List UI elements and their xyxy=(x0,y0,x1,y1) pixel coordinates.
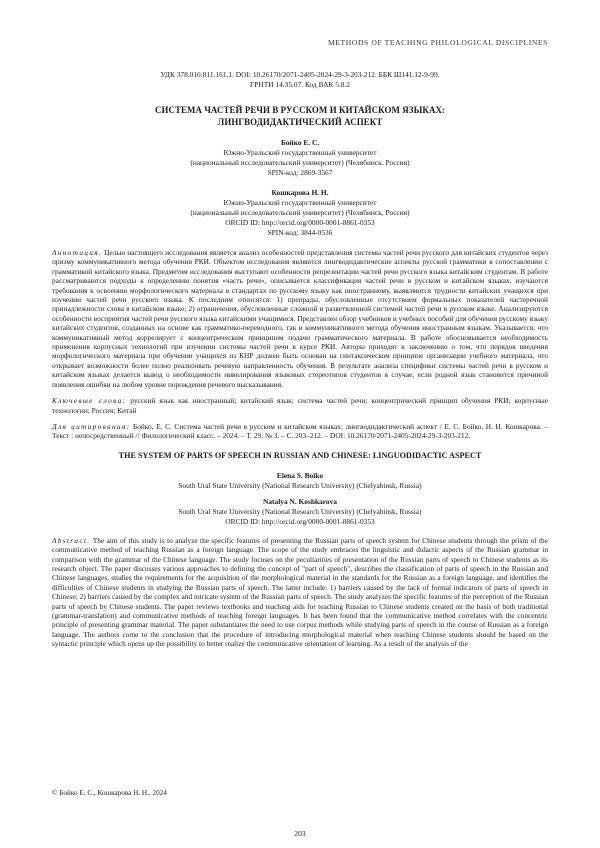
orcid-link[interactable]: ORCID ID: http://orcid.org/0000-0001-8861-0353 xyxy=(225,218,375,227)
spin-code: SPIN-код: 2869-3567 xyxy=(267,168,333,177)
title-ru-line-1: СИСТЕМА ЧАСТЕЙ РЕЧИ В РУССКОМ И КИТАЙСКОМ ЯЗЫКАХ: xyxy=(154,105,446,115)
page-number: 203 xyxy=(294,829,306,838)
title-ru-line-2: ЛИНГВОДИДАКТИЧЕСКИЙ АСПЕКТ xyxy=(217,116,383,127)
affiliation-line: South Ural State University (National Research University) (Chelyabinsk, Russia) xyxy=(178,506,422,516)
author-name: Elena S. Boiko xyxy=(276,470,324,480)
abstract-ru-text: Целью настоящего исследования является анализ особенностей представления системы частей речи русского для китайских студентов через призму коммуникативного метода обучения РКИ. Объектом исследования являются лингводидактические аспекты русской грамматики в сопоставлении с грамматикой китайского языка. Предметом исследования выступают особенности репрезентации частей речи русского языка китайским студентам. В работе рассматриваются подходы к определению понятия «часть речи», описывается классификация частей речи в русском и китайском языках, изучаются требования к освоению морфологического материала в стандартах по русскому языку как иностранному, выявляются трудности китайских учащихся при изучении частей речи русского языка. К последним относятся: 1) препрады, обусловленные отсутствием формальных показателей частеречной принадлежности слова в китайском языке; 2) ограничения, обусловленные сложной и разветвленной системой частей речи в русском языке. Анализируются особенности восприятия частей речи русского языка китайскими учащимися. Представлен обзор учебников и учебных пособий для обучения русскому языку китайских студентов, созданных на основе как грамматико-переводного, так и коммуникативного метода обучения иностранным языкам. Указывается, что коммуникативный метод коррелирует с концентрическим принципом подачи грамматического материала. В работе обосновывается необходимость применения корпусных технологий при изучении системы частей речи в курсе РКИ. Авторы приходят к заключению о том, что порядок введения морфологического материала при обучении учащихся из КНР должен быть основан на синтаксическом принципе организации учебного материала, что открывает возможности более полно реализовать речевую направленность обучения. В результате анализа специфики системы частей речи в русском и китайском языках делается вывод о необходимости нивелирования языковых стереотипов студентов в случае, если родной язык становится причиной появления ошибки на любом уровне порождения речевого высказывания. xyxy=(52,248,548,389)
article-content xyxy=(52,70,548,649)
author-en-1 xyxy=(52,471,548,491)
abstract-ru-label: Аннотация. xyxy=(52,248,103,257)
abstract-en-text: The aim of this study is to analyze the specific features of presenting the Russian parts of speech system for Chinese students through the prism of the communicative method of teaching Russian as a foreign language. The scope of the study embraces the linguistic and didactic aspects of the Russian grammar in comparison with the grammar of the Chinese language. The study focuses on the peculiarities of presentation of the Russian parts of speech to Chinese students as its research object. The paper discusses various approaches to defining the concept of "part of speech", describes the classification of parts of speech in the Russian and Chinese languages, studies the requirements for the acquisition of the morphological material in the standards for the Russian as a foreign language, and identifies the difficulties of Chinese students in studying the Russian parts of speech. The latter include: 1) barriers caused by the lack of formal indicators of parts of speech in Chinese; 2) barriers caused by the complex and intricate system of the Russian parts of speech. The study analyzes the specific features of the perception of the Russian parts of speech by Chinese students. The paper reviews textbooks and teaching aids for teaching Russian to Chinese students created on the basis of both traditional (grammar-translation) and communicative methods of teaching foreign languages. It has been found that the communicative method correlates with the concentric principle of presenting grammar material. The paper substantiates the need to use corpus methods while studying parts of speech in the course of Russian as a foreign language. The authors come to the conclusion that the procedure of introducing morphological material when teaching Chinese students should be based on the syntactic principle which opens up the possibility to better realize the communicative orientation of learning. As a result of the analysis of the xyxy=(52,535,548,649)
article-title-en: THE SYSTEM OF PARTS OF SPEECH IN RUSSIAN AND CHINESE: LINGUODIDACTIC ASPECT xyxy=(118,450,482,460)
affiliation-line: South Ural State University (National Research University) (Chelyabinsk, Russia) xyxy=(178,480,422,490)
affiliation-line: (национальный исследовательский университет) (Челябинск, Россия) xyxy=(190,208,410,217)
classification-codes xyxy=(52,70,548,90)
article-title-ru xyxy=(52,105,548,128)
abstract-en-label: Abstract. xyxy=(52,535,91,545)
affiliation-line: (национальный исследовательский университет) (Челябинск, Россия) xyxy=(190,158,410,167)
running-head: METHODS OF TEACHING PHILOLOGICAL DISCIPLINES xyxy=(327,38,548,47)
keywords-ru-label: Ключевые слова: xyxy=(52,396,127,406)
citation-ru-label: Для цитирования: xyxy=(52,421,131,431)
keywords-ru-text: русский язык как иностранный; китайский язык; система частей речи; концентрический принцип обучения РКИ; корпусные технологии; Россия; Китай xyxy=(52,396,548,415)
classification-line-2: ГРНТИ 14.35.07. Код ВАК 5.8.2 xyxy=(250,80,350,89)
author-name: Natalya N. Koshkarova xyxy=(263,496,337,506)
keywords-ru xyxy=(52,396,548,415)
affiliation-line: Южно-Уральский государственный университет xyxy=(223,198,377,207)
abstract-ru xyxy=(52,248,548,389)
citation-ru xyxy=(52,422,548,441)
affiliation-line: Южно-Уральский государственный университет xyxy=(223,148,377,157)
abstract-en xyxy=(52,536,548,649)
orcid-link[interactable]: ORCID ID: http://orcid.org/0000-0001-8861-0353 xyxy=(225,516,375,526)
author-ru-1 xyxy=(52,138,548,178)
classification-line-1: УДК 378.016:811.161.1. DOI: 10.26170/2071-2405-2024-29-3-203-212. ББК Ш141.12-9-99. xyxy=(160,70,440,79)
author-name: Кошкарова Н. Н. xyxy=(271,188,329,197)
author-ru-2 xyxy=(52,188,548,238)
spin-code: SPIN-код: 3844-0536 xyxy=(267,228,333,237)
author-name: Бойко Е. С. xyxy=(280,138,320,147)
author-en-2 xyxy=(52,497,548,527)
citation-ru-text: Бойко, Е. С. Система частей речи в русском и китайском языках: лингводидактический аспект / Е. С. Бойко, Н. Н. Кошкарова. – Текст : непосредственный // Филологический класс. – 2024. – Т. 29, № 3. – С. 203–212. – DOI: 10.26170/2071-2405-2024-29-3-203-212. xyxy=(52,421,548,441)
copyright-notice: © Бойко Е. С., Кошкарова Н. Н., 2024 xyxy=(52,789,167,797)
